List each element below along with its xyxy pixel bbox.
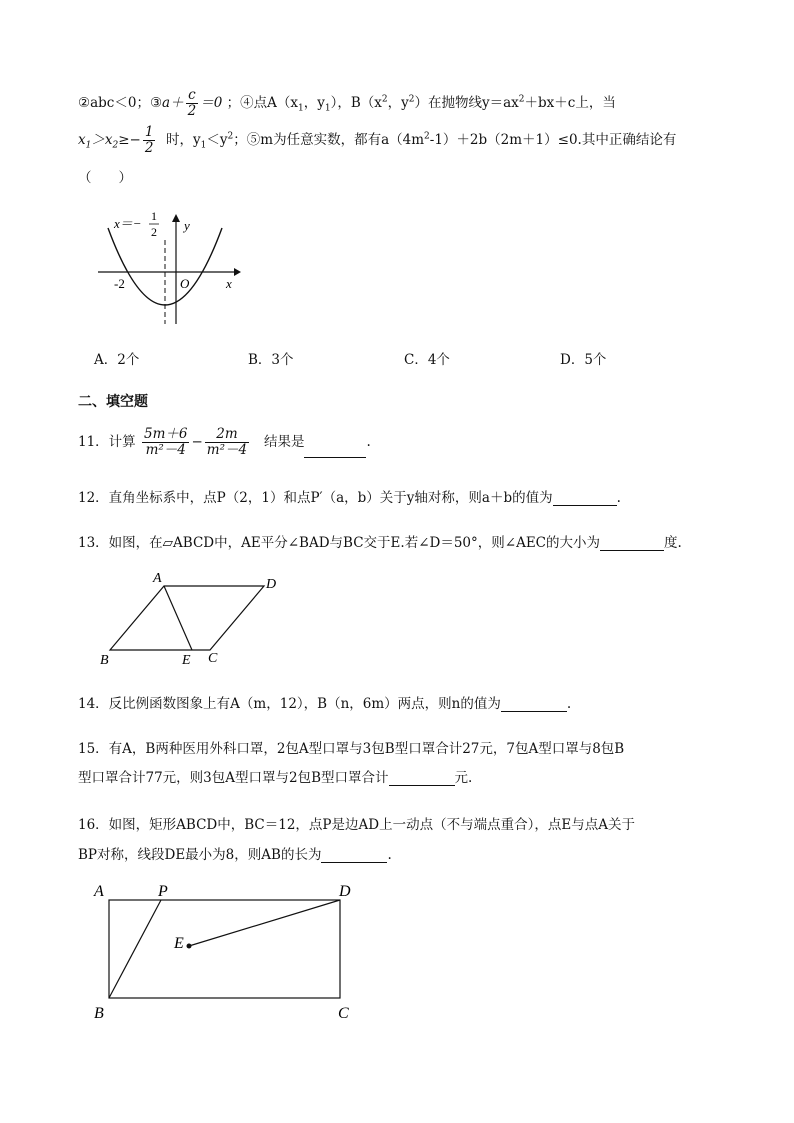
superscript: 2 <box>408 94 415 105</box>
subscript: 1 <box>324 103 331 114</box>
q10-text: -1）＋2b（2m＋1）≤0.其中正确结论有 <box>429 132 677 148</box>
superscript: 2 <box>227 131 234 142</box>
rectangle-figure <box>88 878 368 1028</box>
q10-text: ②abc＜0；③ <box>78 95 163 111</box>
q15-text: 型口罩合计77元，则3包A型口罩与2包B型口罩合计 <box>78 770 389 786</box>
segment-bp <box>109 900 161 998</box>
q15-answer-blank <box>389 771 455 786</box>
option-c: C．4个 <box>404 352 450 368</box>
q10-line-2 <box>78 125 676 156</box>
q10-text: ），B（x <box>330 95 382 111</box>
label-p: P <box>158 883 168 900</box>
option-a: A．2个 <box>94 352 140 368</box>
segment-de <box>189 900 340 946</box>
subscript: 1 <box>200 140 207 151</box>
option-b: B．3个 <box>248 352 294 368</box>
q10-text: 时，y <box>166 132 201 148</box>
q16-line-1: 16．如图，矩形ABCD中，BC＝12，点P是边AD上一动点（不与端点重合），点E与点A关于 <box>78 817 635 833</box>
label-d: D <box>339 883 351 900</box>
q16-text: BP对称，线段DE最小为8，则AB的长为 <box>78 847 322 863</box>
q13-suffix: 度. <box>664 535 682 551</box>
q13 <box>78 531 682 551</box>
q10-text: ；④点A（x <box>226 95 298 111</box>
section-title: 二、填空题 <box>78 394 148 410</box>
label-a: A <box>153 571 162 586</box>
axis-line-label: x＝− <box>114 216 142 231</box>
q11: 11．计算 $\frac{5m+6}{\text{m²－4}}$ − $\frac{2m}{\text{m²－4}}$ 结果是 . <box>78 426 371 458</box>
label-e: E <box>174 935 184 952</box>
superscript: 2 <box>381 94 388 105</box>
q11-suffix: 结果是 <box>263 434 305 450</box>
label-b: B <box>100 653 109 668</box>
q10-text: ）在抛物线y＝ax <box>414 95 519 111</box>
q10-text: ，y <box>387 95 409 111</box>
option-d: D．5个 <box>560 352 607 368</box>
parallelogram-abcd <box>110 586 264 650</box>
q10-answer-paren: （ ） <box>78 170 132 186</box>
q10-line-1 <box>78 88 616 119</box>
label-c: C <box>208 651 218 666</box>
axis-frac-num: 1 <box>151 209 157 223</box>
axis-frac-den: 2 <box>151 225 157 239</box>
q11-frac-1: $\frac{5m+6}{\text{m²－4}}$ <box>143 426 188 458</box>
q14-text: 14．反比例函数图象上有A（m，12），B（n，6m）两点，则n的值为 <box>78 696 501 712</box>
formula-a-plus-c-half: a＋ $\frac{c}{2}$ ＝0 <box>162 87 223 119</box>
label-c: C <box>338 1005 349 1022</box>
parabola-graph <box>94 200 254 335</box>
q11-answer-blank <box>304 443 366 458</box>
label-e: E <box>182 653 191 668</box>
formula-x1-gt-x2: $x_1>x_2\ge-$ $\frac{1}{2}$ <box>78 124 154 156</box>
y-label: y <box>184 218 190 233</box>
q10-text: ＋bx＋c上，当 <box>524 95 616 111</box>
q15-line-2 <box>78 766 472 786</box>
q14: 14．反比例函数图象上有A（m，12），B（n，6m）两点，则n的值为 . <box>78 696 572 712</box>
label-d: D <box>266 577 277 592</box>
neg-two-label: -2 <box>114 276 125 291</box>
q12: 12．直角坐标系中，点P（2，1）和点P′（a，b）关于y轴对称，则a＋b的值为 . <box>78 490 621 506</box>
q12-answer-blank <box>553 491 617 506</box>
point-e <box>187 944 192 949</box>
q16-answer-blank <box>321 848 387 863</box>
q13-text: 13．如图，在▱ABCD中，AE平分∠BAD与BC交于E.若∠D＝50°，则∠AEC的大小为 <box>78 535 600 551</box>
segment-ae <box>164 586 192 650</box>
y-axis-arrow <box>172 214 180 222</box>
superscript: 2 <box>424 131 430 142</box>
rectangle-abcd <box>109 900 340 998</box>
q14-answer-blank <box>501 697 567 712</box>
label-a: A <box>94 883 104 900</box>
parallelogram-figure <box>96 568 296 672</box>
superscript: 2 <box>518 94 525 105</box>
q12-text: 12．直角坐标系中，点P（2，1）和点P′（a，b）关于y轴对称，则a＋b的值为 <box>78 490 553 506</box>
origin-label: O <box>180 276 190 291</box>
label-b: B <box>94 1005 104 1022</box>
q15-unit: 元. <box>454 770 473 786</box>
q13-answer-blank <box>600 536 664 551</box>
x-label: x <box>226 276 232 291</box>
q10-text: ＜y <box>206 132 228 148</box>
q11-prefix: 11．计算 <box>78 434 136 450</box>
q10-text: ；⑤m为任意实数，都有a（4m <box>233 132 425 148</box>
q11-frac-2: $\frac{2m}{\text{m²－4}}$ <box>206 426 248 458</box>
q15-line-1: 15．有A，B两种医用外科口罩，2包A型口罩与3包B型口罩合计27元，7包A型口罩与8包B <box>78 741 625 757</box>
x-axis-arrow <box>234 268 241 276</box>
subscript: 1 <box>297 103 304 114</box>
q10-text: ，y <box>303 95 325 111</box>
q16-line-2: BP对称，线段DE最小为8，则AB的长为 . <box>78 847 392 863</box>
